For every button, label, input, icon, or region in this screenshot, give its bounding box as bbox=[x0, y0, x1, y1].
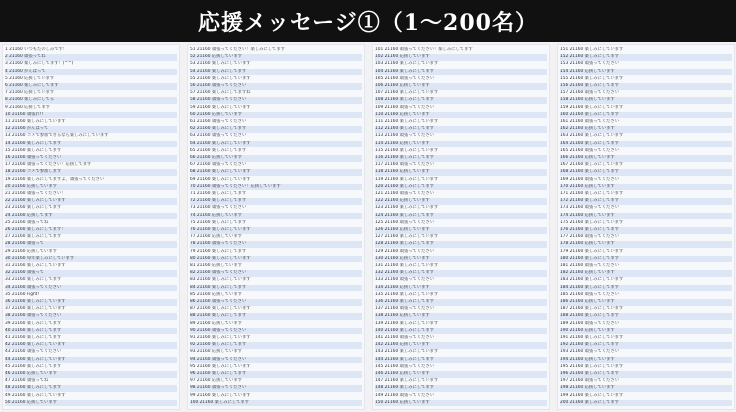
message-row: 29 21160 応援しています bbox=[5, 248, 57, 254]
message-row: 46 21160 応援しています bbox=[5, 371, 177, 378]
message-row: 113 21160 頑張ってください bbox=[375, 133, 434, 139]
message-row: 165 21160 頑張ってください bbox=[560, 147, 619, 153]
message-row: 9 21160 応援してます bbox=[5, 104, 50, 110]
message-row: 200 21160 楽しみにしてます bbox=[560, 400, 732, 407]
message-row: 154 21160 応援しています bbox=[560, 69, 732, 76]
message-column-3 bbox=[372, 44, 550, 410]
message-row: 67 21160 頑張ってください bbox=[190, 162, 247, 168]
message-row: 1 21160 いつもたのしみです！ bbox=[5, 47, 68, 52]
message-row: 131 21160 楽しみにしています bbox=[375, 263, 439, 268]
message-row: 167 21160 楽しみにしています bbox=[560, 162, 624, 168]
message-row: 18 21160 コメで参加します bbox=[5, 169, 177, 176]
message-row: 140 21160 楽しみにしてます bbox=[375, 328, 547, 335]
message-row: 118 21160 応援しています bbox=[375, 169, 547, 176]
message-row: 81 21160 応援しています bbox=[190, 263, 242, 268]
message-row: 78 21160 頑張ってください bbox=[190, 241, 362, 248]
message-row: 80 21160 楽しみにしています bbox=[190, 256, 362, 263]
message-row: 35 21160 Fight! bbox=[5, 291, 40, 297]
message-row: 2 21160 頑張ってね bbox=[5, 54, 177, 61]
message-row: 122 21160 応援しています bbox=[375, 198, 547, 205]
message-row: 94 21160 頑張ってください bbox=[190, 357, 362, 364]
message-row: 174 21160 応援しています bbox=[560, 213, 732, 220]
message-row: 14 21160 楽しみにしてます bbox=[5, 141, 177, 148]
message-row: 169 21160 頑張ってください bbox=[560, 176, 619, 182]
message-row: 87 21160 楽しみにしています bbox=[190, 306, 251, 312]
message-row: 53 21160 楽しみにしています bbox=[190, 61, 251, 67]
message-row: 71 21160 楽しみにしてます bbox=[190, 191, 247, 196]
message-row: 37 21160 楽しみにしています bbox=[5, 306, 66, 312]
message-row: 96 21160 楽しみにしてます bbox=[190, 371, 362, 378]
message-row: 104 21160 楽しみにしてます bbox=[375, 69, 547, 76]
message-row: 73 21160 頑張ってください bbox=[190, 205, 247, 211]
message-row: 114 21160 応援しています bbox=[375, 141, 547, 148]
message-row: 20 21160 応援しています bbox=[5, 184, 177, 191]
message-row: 69 21160 楽しみにしています bbox=[190, 176, 251, 182]
message-row: 100 21160 楽しみにしてます bbox=[190, 400, 362, 407]
message-row: 151 21160 楽しみにしています bbox=[560, 47, 624, 52]
message-row: 33 21160 楽しみにしてます bbox=[5, 277, 62, 283]
message-row: 83 21160 楽しみにしています bbox=[190, 277, 251, 283]
message-row: 141 21160 頑張ってください bbox=[375, 335, 434, 340]
message-row: 176 21160 楽しみにしてます bbox=[560, 227, 732, 234]
message-row: 136 21160 楽しみにしてます bbox=[375, 299, 547, 306]
message-row: 76 21160 楽しみにしています bbox=[190, 227, 362, 234]
message-row: 173 21160 頑張ってください bbox=[560, 205, 619, 211]
message-column-2 bbox=[187, 44, 365, 410]
message-row: 59 21160 楽しみにしています bbox=[190, 104, 251, 110]
message-row: 162 21160 応援しています bbox=[560, 126, 732, 133]
message-row: 48 21160 楽しみにしてます bbox=[5, 385, 177, 392]
message-row: 26 21160 楽しみにしてます！ bbox=[5, 227, 177, 234]
message-row: 112 21160 楽しみにしてます bbox=[375, 126, 547, 133]
message-row: 134 21160 応援しています bbox=[375, 285, 547, 292]
message-row: 193 21160 頑張ってください bbox=[560, 349, 619, 355]
message-row: 23 21160 楽しみにしてます bbox=[5, 205, 62, 211]
message-row: 91 21160 楽しみにしています bbox=[190, 335, 251, 340]
message-row: 66 21160 応援しています bbox=[190, 155, 362, 162]
message-row: 126 21160 応援しています bbox=[375, 227, 547, 234]
message-row: 192 21160 楽しみにしてます bbox=[560, 342, 732, 349]
message-row: 105 21160 頑張ってください bbox=[375, 75, 434, 81]
message-row: 159 21160 楽しみにしています bbox=[560, 104, 624, 110]
message-row: 63 21160 頑張ってください bbox=[190, 133, 247, 139]
message-row: 50 21160 応援しています bbox=[5, 400, 177, 407]
message-row: 79 21160 楽しみにしてます bbox=[190, 248, 247, 254]
message-row: 57 21160 楽しみにしてますね bbox=[190, 90, 251, 96]
message-row: 147 21160 楽しみにしています bbox=[375, 378, 439, 384]
message-row: 160 21160 楽しみにしてます bbox=[560, 112, 732, 119]
message-row: 177 21160 頑張ってください bbox=[560, 234, 619, 240]
message-row: 34 21160 頑張ってください bbox=[5, 285, 177, 292]
message-board bbox=[0, 42, 736, 412]
message-row: 6 21160 楽しみにしてます bbox=[5, 83, 177, 90]
message-row: 171 21160 楽しみにしています bbox=[560, 191, 624, 196]
message-row: 157 21160 頑張ってください bbox=[560, 90, 619, 96]
message-row: 129 21160 頑張ってください bbox=[375, 248, 434, 254]
message-row: 175 21160 楽しみにしています bbox=[560, 219, 624, 225]
message-row: 72 21160 楽しみにしてます bbox=[190, 198, 362, 205]
message-row: 62 21160 楽しみにしてます bbox=[190, 126, 362, 133]
message-row: 199 21160 楽しみにしています bbox=[560, 392, 624, 398]
message-row: 16 21160 頑張ってください bbox=[5, 155, 177, 162]
message-row: 152 21160 楽しみにしてます bbox=[560, 54, 732, 61]
message-row: 84 21160 楽しみにしてます bbox=[190, 285, 362, 292]
message-row: 47 21160 頑張ってね bbox=[5, 378, 49, 384]
page-title: 応援メッセージ①（1～200名） bbox=[198, 10, 538, 36]
message-row: 110 21160 応援しています bbox=[375, 112, 547, 119]
message-row: 181 21160 頑張ってください bbox=[560, 263, 619, 268]
message-row: 27 21160 楽しみにしてます bbox=[5, 234, 62, 240]
message-row: 44 21160 楽しみにしています bbox=[5, 357, 177, 364]
message-row: 85 21160 応援しています bbox=[190, 291, 242, 297]
message-row: 52 21160 応援しています bbox=[190, 54, 362, 61]
message-row: 31 21160 楽しみにしています bbox=[5, 263, 66, 268]
message-row: 195 21160 楽しみにしています bbox=[560, 363, 624, 369]
message-row: 30 21160 毎年楽しみにしています bbox=[5, 256, 177, 263]
message-row: 144 21160 楽しみにしてます bbox=[375, 357, 547, 364]
message-row: 183 21160 楽しみにしています bbox=[560, 277, 624, 283]
message-row: 139 21160 楽しみにしています bbox=[375, 320, 439, 326]
message-row: 21 21160 頑張ってください！ bbox=[5, 191, 66, 196]
message-row: 89 21160 応援しています bbox=[190, 320, 242, 326]
message-row: 75 21160 楽しみにしてます bbox=[190, 219, 247, 225]
message-row: 198 21160 応援しています bbox=[560, 385, 732, 392]
message-row: 135 21160 楽しみにしています bbox=[375, 291, 439, 297]
message-row: 102 21160 応援しています bbox=[375, 54, 547, 61]
message-row: 161 21160 頑張ってください bbox=[560, 119, 619, 124]
message-row: 180 21160 楽しみにしてます bbox=[560, 256, 732, 263]
message-row: 109 21160 頑張ってください bbox=[375, 104, 434, 110]
message-row: 120 21160 楽しみにしてます bbox=[375, 184, 547, 191]
message-row: 186 21160 応援しています bbox=[560, 299, 732, 306]
message-row: 103 21160 楽しみにしています bbox=[375, 61, 439, 67]
message-row: 55 21160 楽しみにしています bbox=[190, 75, 251, 81]
message-row: 148 21160 楽しみにしてます bbox=[375, 385, 547, 392]
message-row: 191 21160 楽しみにしています bbox=[560, 335, 624, 340]
message-row: 197 21160 頑張ってください bbox=[560, 378, 619, 384]
message-row: 124 21160 楽しみにしてます bbox=[375, 213, 547, 220]
message-row: 196 21160 楽しみにしてます bbox=[560, 371, 732, 378]
message-row: 119 21160 楽しみにしています bbox=[375, 176, 439, 182]
message-row: 42 21160 楽しみにしています bbox=[5, 342, 177, 349]
message-row: 190 21160 応援しています bbox=[560, 328, 732, 335]
message-row: 39 21160 楽しみにしてます bbox=[5, 320, 62, 326]
message-row: 188 21160 楽しみにしてます bbox=[560, 313, 732, 320]
message-row: 133 21160 頑張ってください bbox=[375, 277, 434, 283]
message-row: 64 21160 楽しみにしています bbox=[190, 141, 362, 148]
message-row: 107 21160 楽しみにしています bbox=[375, 90, 439, 96]
message-row: 178 21160 応援しています bbox=[560, 241, 732, 248]
message-row: 25 21160 頑張ってね bbox=[5, 219, 49, 225]
message-row: 15 21160 楽しみにしてます bbox=[5, 147, 62, 153]
message-row: 194 21160 応援しています bbox=[560, 357, 732, 364]
message-row: 137 21160 頑張ってください bbox=[375, 306, 434, 312]
message-row: 127 21160 楽しみにしています bbox=[375, 234, 439, 240]
message-row: 117 21160 頑張ってください bbox=[375, 162, 434, 168]
message-row: 98 21160 頑張ってください bbox=[190, 385, 362, 392]
message-row: 156 21160 楽しみにしてます bbox=[560, 83, 732, 90]
message-row: 24 21160 応援してます bbox=[5, 213, 177, 220]
message-row: 150 21160 応援しています bbox=[375, 400, 547, 407]
message-row: 172 21160 楽しみにしてます bbox=[560, 198, 732, 205]
message-row: 185 21160 頑張ってください bbox=[560, 291, 619, 297]
message-column-4 bbox=[557, 44, 735, 410]
message-row: 28 21160 頑張って bbox=[5, 241, 177, 248]
message-row: 74 21160 応援しています bbox=[190, 213, 362, 220]
message-row: 138 21160 応援しています bbox=[375, 313, 547, 320]
message-row: 99 21160 楽しみにしています bbox=[190, 392, 251, 398]
message-row: 19 21160 楽しみにしてますよ、頑張ってください bbox=[5, 176, 105, 182]
message-row: 11 21160 楽しみにしています bbox=[5, 119, 66, 124]
message-row: 49 21160 楽しみにしています bbox=[5, 392, 66, 398]
message-row: 184 21160 楽しみにしてます bbox=[560, 285, 732, 292]
message-row: 155 21160 楽しみにしています bbox=[560, 75, 624, 81]
message-row: 43 21160 頑張ってください bbox=[5, 349, 62, 355]
message-row: 168 21160 楽しみにしてます bbox=[560, 169, 732, 176]
message-row: 45 21160 楽しみにしてます bbox=[5, 363, 62, 369]
message-row: 128 21160 楽しみにしてます bbox=[375, 241, 547, 248]
message-row: 90 21160 頑張ってください bbox=[190, 328, 362, 335]
message-row: 166 21160 応援しています bbox=[560, 155, 732, 162]
message-row: 146 21160 応援しています bbox=[375, 371, 547, 378]
message-row: 7 21160 応援しています bbox=[5, 90, 55, 96]
message-row: 163 21160 楽しみにしています bbox=[560, 133, 624, 139]
message-row: 17 21160 頑張ってください！応援してます bbox=[5, 162, 92, 168]
message-row: 108 21160 楽しみにしてます bbox=[375, 97, 547, 104]
message-row: 115 21160 楽しみにしています bbox=[375, 147, 439, 153]
message-row: 179 21160 楽しみにしています bbox=[560, 248, 624, 254]
message-row: 60 21160 応援しています bbox=[190, 112, 362, 119]
message-row: 189 21160 頑張ってください bbox=[560, 320, 619, 326]
message-row: 95 21160 楽しみにしています bbox=[190, 363, 251, 369]
message-row: 32 21160 頑張って bbox=[5, 270, 177, 277]
message-row: 58 21160 頑張ってください bbox=[190, 97, 362, 104]
message-row: 149 21160 頑張ってください bbox=[375, 392, 434, 398]
message-row: 12 21160 がんばって bbox=[5, 126, 177, 133]
message-row: 145 21160 頑張ってください bbox=[375, 363, 434, 369]
message-row: 68 21160 楽しみにしています bbox=[190, 169, 362, 176]
message-row: 82 21160 頑張ってください bbox=[190, 270, 362, 277]
message-row: 88 21160 楽しみにしてます bbox=[190, 313, 362, 320]
message-column-1 bbox=[2, 44, 180, 410]
message-row: 41 21160 楽しみにしてます bbox=[5, 335, 62, 340]
message-row: 132 21160 楽しみにしてます bbox=[375, 270, 547, 277]
message-row: 111 21160 楽しみにしています bbox=[375, 119, 439, 124]
message-row: 187 21160 楽しみにしています bbox=[560, 306, 624, 312]
message-row: 61 21160 頑張ってください bbox=[190, 119, 247, 124]
message-row: 93 21160 応援しています bbox=[190, 349, 242, 355]
message-row: 4 21160 がんばって bbox=[5, 69, 177, 76]
message-row: 130 21160 応援しています bbox=[375, 256, 547, 263]
message-row: 3 21160 楽しみにしてます！(^^) bbox=[5, 61, 74, 67]
message-row: 125 21160 頑張ってください bbox=[375, 219, 434, 225]
message-row: 116 21160 楽しみにしてます bbox=[375, 155, 547, 162]
message-row: 51 21160 頑張ってください！楽しみにしてます bbox=[190, 47, 285, 52]
message-row: 101 21160 頑張ってください！楽しみにしてます bbox=[375, 47, 473, 52]
message-row: 97 21160 応援しています bbox=[190, 378, 242, 384]
message-row: 36 21160 楽しみにしています bbox=[5, 299, 177, 306]
message-row: 153 21160 頑張ってください bbox=[560, 61, 619, 67]
message-row: 65 21160 楽しみにしてます bbox=[190, 147, 247, 153]
message-row: 5 21160 応援しています bbox=[5, 75, 55, 81]
message-row: 164 21160 楽しみにしてます bbox=[560, 141, 732, 148]
message-row: 170 21160 応援しています bbox=[560, 184, 732, 191]
message-row: 56 21160 頑張ってください bbox=[190, 83, 362, 90]
message-row: 143 21160 楽しみにしています bbox=[375, 349, 439, 355]
message-row: 13 21160 コメで参加できるなら楽しみにしています bbox=[5, 133, 109, 139]
message-row: 10 21160 頑張れ!! bbox=[5, 112, 177, 119]
message-row: 38 21160 頑張ってください bbox=[5, 313, 177, 320]
message-row: 92 21160 楽しみにしてます bbox=[190, 342, 362, 349]
message-row: 54 21160 楽しみにしてます bbox=[190, 69, 362, 76]
message-row: 142 21160 応援しています bbox=[375, 342, 547, 349]
message-row: 182 21160 応援しています bbox=[560, 270, 732, 277]
message-row: 70 21160 頑張ってください！応援しています bbox=[190, 184, 362, 191]
message-row: 158 21160 応援しています bbox=[560, 97, 732, 104]
message-row: 123 21160 楽しみにしています bbox=[375, 205, 439, 211]
message-row: 86 21160 頑張ってください bbox=[190, 299, 362, 306]
message-row: 106 21160 応援しています bbox=[375, 83, 547, 90]
message-row: 8 21160 楽しみにしてる bbox=[5, 97, 177, 104]
message-row: 40 21160 楽しみにしてます bbox=[5, 328, 177, 335]
title-banner bbox=[0, 0, 736, 42]
message-row: 121 21160 頑張ってください bbox=[375, 191, 434, 196]
message-row: 22 21160 楽しみにしています bbox=[5, 198, 177, 205]
message-row: 77 21160 応援しています bbox=[190, 234, 242, 240]
